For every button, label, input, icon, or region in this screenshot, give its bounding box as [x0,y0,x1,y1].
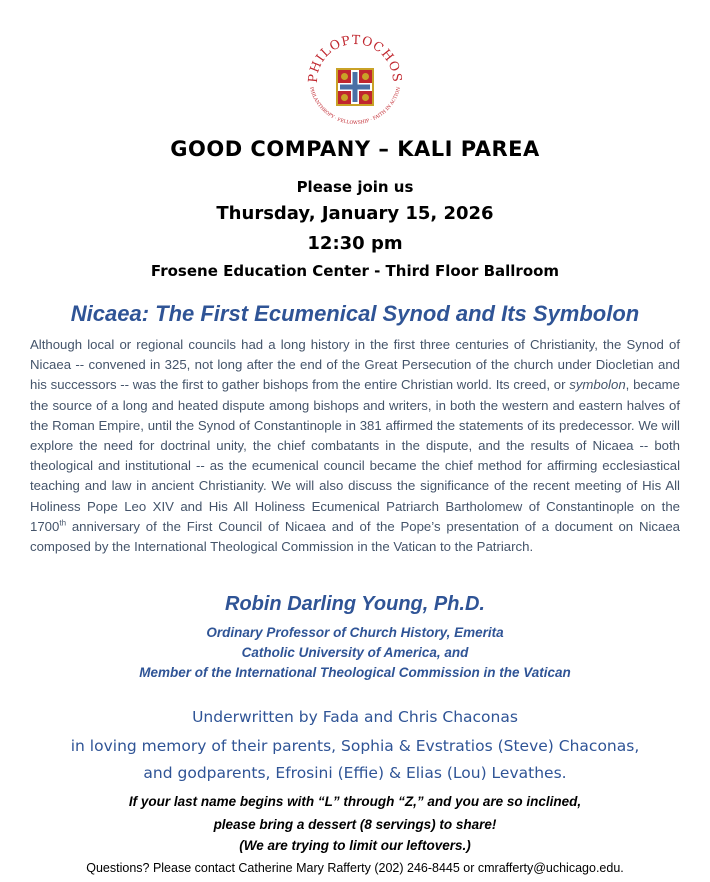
philoptochos-logo [295,20,415,136]
speaker-membership: Member of the International Theological Commission in the Vatican [139,665,571,680]
invitation-line: Please join us [296,178,414,196]
dessert-note-line: (We are trying to limit our leftovers.) [239,838,471,853]
logo-emblem [295,20,415,136]
event-title: GOOD COMPANY – KALI PAREA [170,137,540,161]
godparents-line: and godparents, Efrosini (Effie) & Elias (Lou) Levathes. [143,764,567,782]
event-time: 12:30 pm [307,233,403,254]
speaker-affiliation: Catholic University of America, and [241,645,469,660]
logo-arc-text: PHILOPTOCHOS [304,31,406,84]
memorial-line: in loving memory of their parents, Sophia & Evstratios (Steve) Chaconas, [70,737,640,755]
speaker-role: Ordinary Professor of Church History, Emerita [206,625,504,640]
talk-title: Nicaea: The First Ecumenical Synod and Its Symbolon [70,301,640,326]
talk-abstract: Although local or regional councils had a long history in the first three centuries of Christianity, the Synod of Nicaea -- convened in 325, not long after the end of the Great Persecution of the church under Diocletian and his successors -- was the first to gather bishops from the entire Christian world. Its creed, or symbolon, became the source of a long and heated dispute among bishops and writers, in both the western and eastern halves of the Roman Empire, until the Synod of Constantinople in 381 affirmed the statements of its predecessor. We will explore the need for doctrinal unity, the chief combatants in the dispute, and the results of Nicaea -- both theological and institutional -- as the ecumenical council became the chief method for affirming ecclesiastical teaching and law in ancient Christianity. We will also discuss the significance of the recent meeting of His All Holiness Pope Leo XIV and His All Holiness Ecumenical Patriarch Bartholomew of Constantinople on the 1700th anniversary of the First Council of Nicaea and of the Pope’s presentation of a document on Nicaea composed by the International Theological Commission in the Vatican to the Patriarch. [30,337,680,555]
dessert-note-line: please bring a dessert (8 servings) to share! [213,817,497,832]
underwriting-line: Underwritten by Fada and Chris Chaconas [192,708,518,726]
dessert-note-line: If your last name begins with “L” through “Z,” and you are so inclined, [128,794,582,809]
contact-info: Questions? Please contact Catherine Mary Rafferty (202) 246-8445 or cmrafferty@uchicago.edu. [86,861,624,875]
logo-motto: PHILANTHROPY · FELLOWSHIP · FAITH IN ACTION [307,86,403,127]
event-location: Frosene Education Center - Third Floor Ballroom [150,262,560,280]
speaker-name: Robin Darling Young, Ph.D. [225,593,485,615]
event-date: Thursday, January 15, 2026 [216,203,494,224]
